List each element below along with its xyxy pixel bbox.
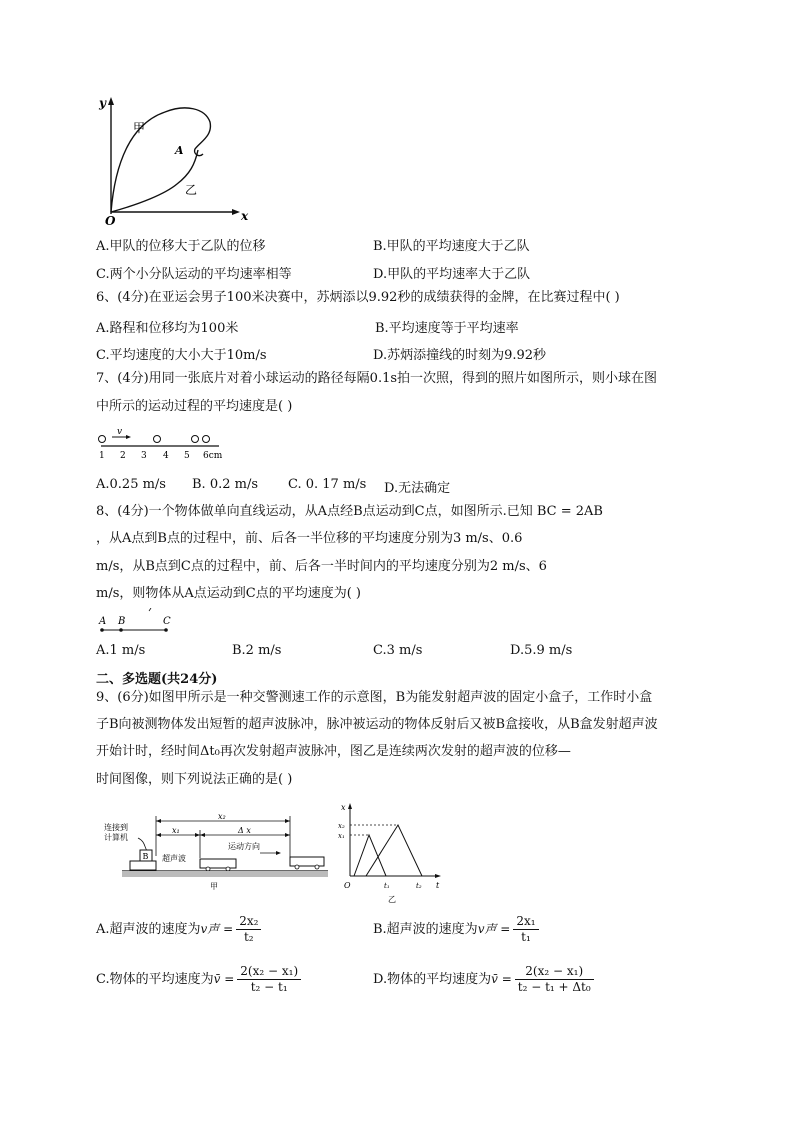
car-body-2 [290, 857, 324, 866]
velocity-arrowhead [126, 435, 131, 439]
b-box-label: B [142, 852, 149, 861]
tick-label: 6cm [203, 451, 223, 461]
x1-arrow-left [156, 833, 161, 837]
t-axis-label: t [436, 881, 440, 890]
option-c-denominator: t₂ − t₁ [250, 980, 288, 994]
option-b-prefix: B.超声波的速度为 [373, 922, 478, 937]
ground-hatch [122, 871, 328, 877]
q9-stem-line3: 开始计时，经时间Δt₀再次发射超声波脉冲，图乙是连续两次发射的超声波的位移— [96, 744, 571, 759]
ball-position [99, 436, 106, 443]
x2-tick-label: x₂ [338, 822, 345, 830]
q9-option-b [373, 914, 539, 945]
option-a-numerator: 2x₂ [236, 914, 261, 930]
x2-label: x₂ [218, 812, 226, 821]
section-title: 二、多选题(共24分) [96, 672, 218, 687]
q9-stem-line1: 9、(6分)如图甲所示是一种交警测速工作的示意图，B为能发射超声波的固定小盒子，工作时小盒 [96, 690, 653, 705]
origin-label: O [344, 881, 351, 890]
option-d-numerator: 2(x₂ − x₁) [515, 964, 594, 980]
q8-stem-line4: m/s，则物体从A点运动到C点的平均速度为( ) [96, 586, 361, 601]
q6-option-a: A.路程和位移均为100米 [96, 321, 239, 336]
x2-arrow-right [285, 819, 290, 823]
x-axis-label: x [241, 209, 249, 223]
q8-option-b: B.2 m/s [232, 643, 282, 658]
q8-option-d: D.5.9 m/s [510, 643, 573, 658]
point-a-label: A [99, 616, 107, 627]
q7-option-c: C. 0. 17 m/s [288, 477, 367, 492]
connect-label-1: 连接到 [104, 823, 128, 832]
q9-figure-jia [100, 808, 340, 892]
yi-path [111, 150, 198, 212]
q6-stem: 6、(4分)在亚运会男子100米决赛中，苏炳添以9.92秒的成绩获得的金牌，在比赛过程中( ) [96, 290, 620, 305]
option-c-prefix: C.物体的平均速度为 [96, 972, 214, 987]
option-d-fraction [515, 964, 594, 995]
origin-label: O [105, 214, 116, 226]
q7-stem-line1: 7、(4分)用同一张底片对着小球运动的路径每隔0.1s拍一次照，得到的照片如图所示，则小球在图 [96, 371, 658, 386]
ball-position [192, 436, 199, 443]
yi-label: 乙 [185, 183, 198, 197]
y-axis-label: x [341, 803, 346, 812]
option-c-fraction [237, 964, 301, 995]
q5-option-a: A.甲队的位移大于乙队的位移 [96, 239, 266, 254]
ball-position [203, 436, 210, 443]
option-a-denominator: t₂ [243, 930, 254, 944]
point-b-label: B [118, 616, 126, 627]
q7-option-a: A.0.25 m/s [96, 477, 166, 492]
q8-abc-figure [96, 608, 186, 636]
q9-option-a [96, 914, 261, 945]
tick-label: 1 [99, 451, 105, 461]
option-b-numerator: 2x₁ [513, 914, 538, 930]
jia-label: 甲 [133, 121, 146, 135]
option-a-fraction [236, 914, 261, 945]
tick-label: 5 [184, 451, 190, 461]
connect-label-2: 计算机 [104, 833, 128, 842]
t-axis-arrow [435, 874, 441, 878]
q9-option-d [373, 964, 594, 995]
option-a-var: v声 = [200, 922, 234, 936]
x-axis-arrow [232, 209, 240, 215]
q5-option-c: C.两个小分队运动的平均速率相等 [96, 267, 292, 282]
point-b [119, 628, 123, 632]
ultrasound-label: 超声波 [162, 854, 186, 863]
tick-label: 2 [120, 451, 126, 461]
tick-label: 4 [163, 451, 169, 461]
q8-option-a: A.1 m/s [96, 643, 146, 658]
option-b-fraction [513, 914, 538, 945]
box-stand [130, 861, 156, 870]
q9-figure-yi [336, 800, 451, 906]
car-body-1 [200, 859, 236, 868]
car-wheel [295, 865, 299, 869]
q5-option-d: D.甲队的平均速率大于乙队 [373, 267, 531, 282]
q8-stem-line3: m/s，从B点到C点的过程中，前、后各一半时间内的平均速度分别为2 m/s、6 [96, 559, 547, 574]
t1-tick-label: t₁ [384, 882, 390, 890]
q5-option-b: B.甲队的平均速度大于乙队 [373, 239, 530, 254]
dx-arrow-right [285, 833, 290, 837]
y-axis-arrow [108, 97, 114, 105]
q5-trajectory-figure [95, 94, 260, 226]
q6-option-c: C.平均速度的大小大于10m/s [96, 348, 267, 363]
ball-position [154, 436, 161, 443]
velocity-label: v [117, 427, 123, 437]
q8-stem-line1: 8、(4分)一个物体做单向直线运动，从A点经B点运动到C点，如图所示.已知 BC = 2AB [96, 504, 603, 519]
option-d-denominator: t₂ − t₁ + Δt₀ [517, 980, 591, 994]
option-c-numerator: 2(x₂ − x₁) [237, 964, 301, 980]
q7-stem-line2: 中所示的运动过程的平均速度是( ) [96, 399, 293, 414]
figure-caption-jia: 甲 [210, 882, 218, 891]
option-b-var: v声 = [477, 922, 511, 936]
q9-option-c [96, 964, 301, 995]
option-d-prefix: D.物体的平均速度为 [373, 972, 492, 987]
dx-label: Δ x [238, 826, 251, 835]
q7-option-b: B. 0.2 m/s [192, 477, 259, 492]
option-b-denominator: t₁ [521, 930, 531, 944]
point-c [164, 628, 168, 632]
x2-arrow-left [156, 819, 161, 823]
point-c-label: C [163, 616, 171, 627]
direction-arrowhead [276, 851, 281, 855]
y-axis-label: y [99, 96, 106, 110]
option-a-prefix: A.超声波的速度为 [96, 922, 201, 937]
tick-label: 3 [141, 451, 147, 461]
q8-stem-line2: ，从A点到B点的过程中，前、后各一半位移的平均速度分别为3 m/s、0.6 [96, 531, 523, 546]
q6-option-b: B.平均速度等于平均速率 [375, 321, 519, 336]
x1-tick-label: x₁ [338, 832, 345, 840]
tick-mark [149, 608, 151, 611]
figure-caption-yi: 乙 [388, 895, 396, 904]
direction-label: 运动方向 [228, 842, 260, 851]
q6-option-d: D.苏炳添撞线的时刻为9.92秒 [373, 348, 547, 363]
t2-tick-label: t₂ [416, 882, 422, 890]
x1-arrow-right [195, 833, 200, 837]
x-axis-arrow [348, 803, 352, 809]
option-d-var: v̄ = [491, 972, 512, 986]
x1-label: x₁ [172, 826, 180, 835]
dx-arrow-left [200, 833, 205, 837]
option-c-var: v̄ = [213, 972, 235, 986]
q9-stem-line2: 子B向被测物体发出短暂的超声波脉冲，脉冲被运动的物体反射后又被B盒接收，从B盒发射超声波 [96, 717, 658, 732]
point-a [100, 628, 104, 632]
car-wheel [315, 865, 319, 869]
q8-option-c: C.3 m/s [373, 643, 423, 658]
q7-option-d: D.无法确定 [384, 481, 451, 496]
pulse-2-path [366, 825, 422, 876]
q9-stem-line4: 时间图像，则下列说法正确的是( ) [96, 772, 293, 787]
q7-ball-photo-figure [95, 424, 230, 462]
a-point-label: A [175, 144, 184, 157]
